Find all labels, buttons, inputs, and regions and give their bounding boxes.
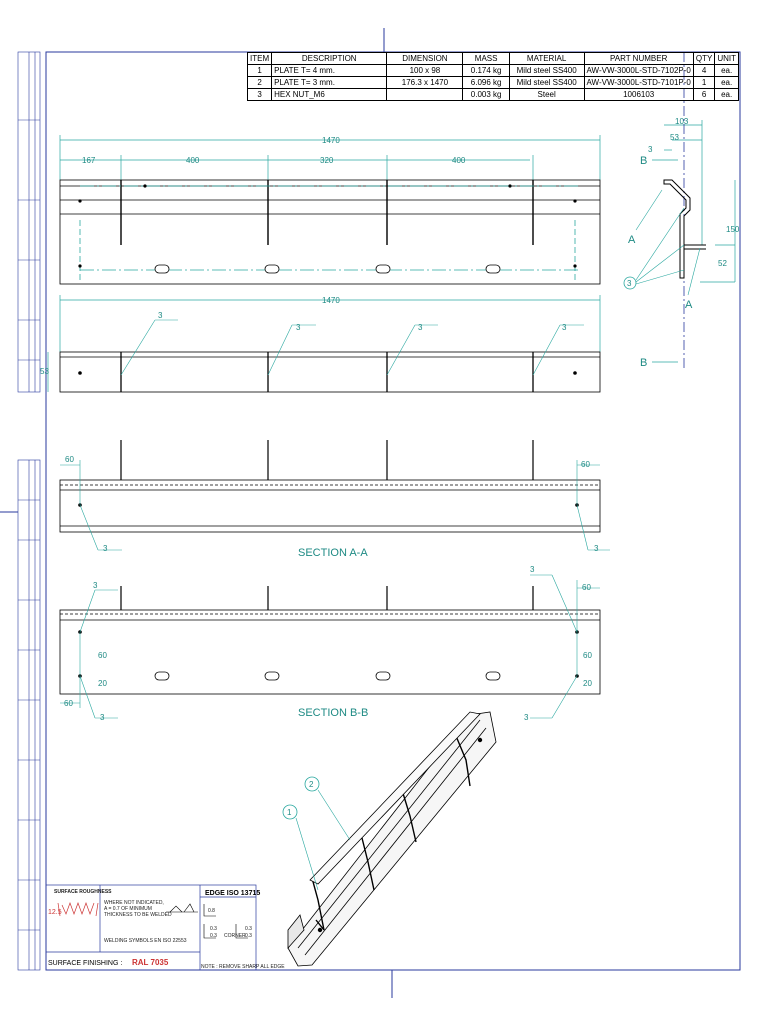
iso-balloon-2-text: 2	[309, 780, 314, 789]
bom-cell: 0.174 kg	[463, 65, 509, 77]
edge-v3: 0.3	[210, 933, 217, 939]
bom-cell: AW-VW-3000L-STD-7102P-0	[584, 65, 693, 77]
section-aa-title: SECTION A-A	[298, 547, 368, 559]
bom-cell: Mild steel SS400	[509, 65, 584, 77]
left-revision-strip-bottom	[18, 460, 40, 970]
corner-label: CORNER	[224, 933, 246, 939]
bom-cell: 176.3 x 1470	[387, 77, 463, 89]
bom-cell: 1	[248, 65, 272, 77]
edge-v5: 0.3	[245, 933, 252, 939]
bb-weld-tl: 3	[93, 581, 98, 590]
front-dim-height: 53	[40, 367, 49, 376]
bom-cell: HEX NUT_M6	[272, 89, 387, 101]
side-dim-103: 103	[675, 117, 689, 126]
aa-dim-60-right: 60	[581, 460, 590, 469]
bom-cell: 4	[693, 65, 714, 77]
section-bb	[60, 565, 600, 722]
top-dim-400-a: 400	[186, 156, 200, 165]
weld-std: WELDING SYMBOLS EN ISO 22553	[104, 938, 187, 944]
bb-dim-20-left: 20	[98, 679, 107, 688]
bom-cell: ea.	[715, 65, 739, 77]
top-dim-overall: 1470	[322, 136, 340, 145]
section-label-a-left: A	[628, 234, 636, 246]
bom-cell: Mild steel SS400	[509, 77, 584, 89]
bom-header-dimension: DIMENSION	[387, 53, 463, 65]
front-view	[40, 295, 600, 392]
iso-balloon-1-text: 1	[287, 808, 292, 817]
bom-row	[248, 89, 739, 101]
top-dim-320: 320	[320, 156, 334, 165]
weld-note-3: THICKNESS TO BE WELDED	[104, 912, 172, 918]
side-dim-3: 3	[648, 145, 653, 154]
weld-symbols-icon	[166, 904, 198, 912]
section-label-b-top: B	[640, 155, 648, 167]
bom-cell: AW-VW-3000L-STD-7101P-0	[584, 77, 693, 89]
front-weld-2: 3	[296, 323, 301, 332]
bom-row	[248, 77, 739, 89]
bom-header-qty: QTY	[693, 53, 714, 65]
bom-header-material: MATERIAL	[509, 53, 584, 65]
bom-cell: 6.096 kg	[463, 77, 509, 89]
section-aa	[60, 440, 610, 559]
section-label-b-bottom: B	[640, 357, 648, 369]
bom-cell: PLATE T= 4 mm.	[272, 65, 387, 77]
front-weld-1: 3	[158, 311, 163, 320]
edge-title: EDGE ISO 13715	[205, 890, 261, 897]
bom-cell: 2	[248, 77, 272, 89]
bom-cell: 0.003 kg	[463, 89, 509, 101]
bom-cell: ea.	[715, 89, 739, 101]
bom-cell: 3	[248, 89, 272, 101]
side-balloon-text: 3	[627, 279, 632, 288]
weld-note-2: A = 0.7 OF MINIMUM	[104, 906, 152, 912]
isometric-view	[288, 712, 496, 966]
bom-header-unit: UNIT	[715, 53, 739, 65]
bb-dim-20-right: 20	[583, 679, 592, 688]
bom-cell: 1	[693, 77, 714, 89]
finishing-label: SURFACE FINISHING :	[48, 960, 123, 967]
edge-v4: 0.3	[245, 926, 252, 932]
edge-v2: 0.3	[210, 926, 217, 932]
finishing-value: RAL 7035	[132, 958, 169, 967]
aa-weld-left: 3	[103, 544, 108, 553]
front-weld-4: 3	[562, 323, 567, 332]
front-dim-overall: 1470	[322, 296, 340, 305]
bom-header-row	[248, 53, 739, 65]
side-dim-150: 150	[726, 225, 740, 234]
roughness-value: 12.5	[48, 909, 62, 916]
bom-header-item: ITEM	[248, 53, 272, 65]
bb-weld-br: 3	[524, 713, 529, 722]
side-dim-53: 53	[670, 133, 679, 142]
bom-header-description: DESCRIPTION	[272, 53, 387, 65]
top-view	[60, 135, 600, 284]
bb-dim-60-bottom: 60	[64, 699, 73, 708]
bb-dim-60-left: 60	[98, 651, 107, 660]
bom-cell: Steel	[509, 89, 584, 101]
edge-v1: 0.8	[208, 908, 215, 914]
bom-cell: 1006103	[584, 89, 693, 101]
bb-dim-60-top: 60	[582, 583, 591, 592]
bom-cell	[387, 89, 463, 101]
roughness-label: SURFACE ROUGHNESS	[54, 889, 112, 895]
side-dim-52: 52	[718, 259, 727, 268]
bom-header-part-number: PART NUMBER	[584, 53, 693, 65]
bom-cell: ea.	[715, 77, 739, 89]
top-dim-400-b: 400	[452, 156, 466, 165]
weld-note-1: WHERE NOT INDICATED,	[104, 900, 164, 906]
bom-cell: 100 x 98	[387, 65, 463, 77]
bb-weld-tr: 3	[530, 565, 535, 574]
edge-note: NOTE : REMOVE SHARP ALL EDGE	[201, 964, 285, 970]
roughness-symbol-icon	[58, 903, 98, 916]
bom-header-mass: MASS	[463, 53, 509, 65]
aa-weld-right: 3	[594, 544, 599, 553]
aa-dim-60-left: 60	[65, 455, 74, 464]
section-label-a-right: A	[685, 299, 693, 311]
bill-of-materials	[247, 52, 739, 101]
section-bb-title: SECTION B-B	[298, 707, 369, 719]
bom-row	[248, 65, 739, 77]
bb-dim-60-right: 60	[583, 651, 592, 660]
bom-cell: PLATE T= 3 mm.	[272, 77, 387, 89]
bom-cell: 6	[693, 89, 714, 101]
left-revision-strip-top	[18, 52, 40, 392]
front-weld-3: 3	[418, 323, 423, 332]
bb-weld-bl: 3	[100, 713, 105, 722]
top-dim-167: 167	[82, 156, 96, 165]
